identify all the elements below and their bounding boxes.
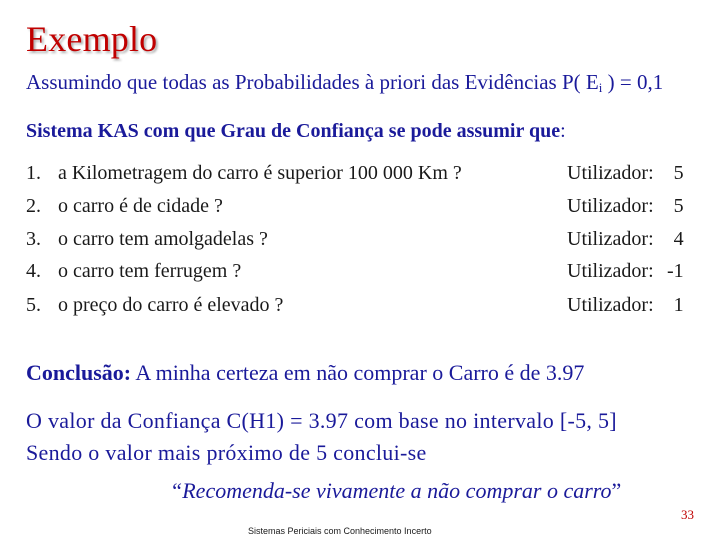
confidence-line: O valor da Confiança C(H1) = 3.97 com base no intervalo [-5, 5] <box>26 408 617 433</box>
user-rating <box>567 260 684 283</box>
closest-value-line: Sendo o valor mais próximo de 5 conclui-se <box>26 440 427 465</box>
conclusion-label: Conclusão: <box>26 360 132 385</box>
list-item <box>26 260 241 283</box>
user-rating-value: 5 <box>673 195 684 217</box>
system-question-colon: : <box>560 120 566 142</box>
user-rating-label: Utilizador: <box>567 294 654 316</box>
user-rating-label: Utilizador: <box>567 195 654 217</box>
item-text: o carro é de cidade ? <box>58 195 223 217</box>
item-number: 2. <box>26 195 41 217</box>
list-item <box>26 162 462 185</box>
item-text: o preço do carro é elevado ? <box>58 294 284 316</box>
item-text: o carro tem amolgadelas ? <box>58 228 268 250</box>
user-rating-value: 4 <box>673 228 684 250</box>
user-rating <box>567 162 684 185</box>
conclusion-line <box>26 360 584 386</box>
recommendation-quote <box>170 478 621 504</box>
item-number: 5. <box>26 294 41 316</box>
list-item <box>26 294 283 317</box>
user-rating-label: Utilizador: <box>567 228 654 250</box>
user-rating-label: Utilizador: <box>567 162 654 184</box>
assumption-line <box>26 70 663 96</box>
user-rating-value: 1 <box>673 294 684 316</box>
footer-text: Sistemas Periciais com Conhecimento Incerto <box>248 526 432 536</box>
user-rating <box>567 195 684 218</box>
item-text: o carro tem ferrugem ? <box>58 260 242 282</box>
recommendation-close-quote: ” <box>611 478 622 503</box>
system-question-text: Sistema KAS com que Grau de Confiança se pode assumir que <box>26 120 561 142</box>
user-rating <box>567 294 684 317</box>
slide-title: Exemplo <box>26 19 158 59</box>
user-rating-label: Utilizador: <box>567 260 654 282</box>
user-rating-value: 5 <box>673 162 684 184</box>
item-number: 4. <box>26 260 41 282</box>
recommendation-text: “Recomenda-se vivamente a não comprar o carro <box>170 478 612 503</box>
item-text: a Kilometragem do carro é superior 100 000 Km ? <box>58 162 462 184</box>
assumption-suffix: ) = 0,1 <box>602 70 664 94</box>
list-item <box>26 228 268 251</box>
system-question-line <box>26 120 566 143</box>
item-number: 3. <box>26 228 41 250</box>
assumption-subscript: i <box>598 80 603 95</box>
item-number: 1. <box>26 162 41 184</box>
list-item <box>26 195 223 218</box>
user-rating-value: -1 <box>666 260 684 282</box>
user-rating <box>567 228 684 251</box>
conclusion-text: A minha certeza em não comprar o Carro é de 3.97 <box>131 360 585 385</box>
assumption-text: Assumindo que todas as Probabilidades à priori das Evidências P( E <box>26 70 599 94</box>
page-number: 33 <box>681 507 694 522</box>
